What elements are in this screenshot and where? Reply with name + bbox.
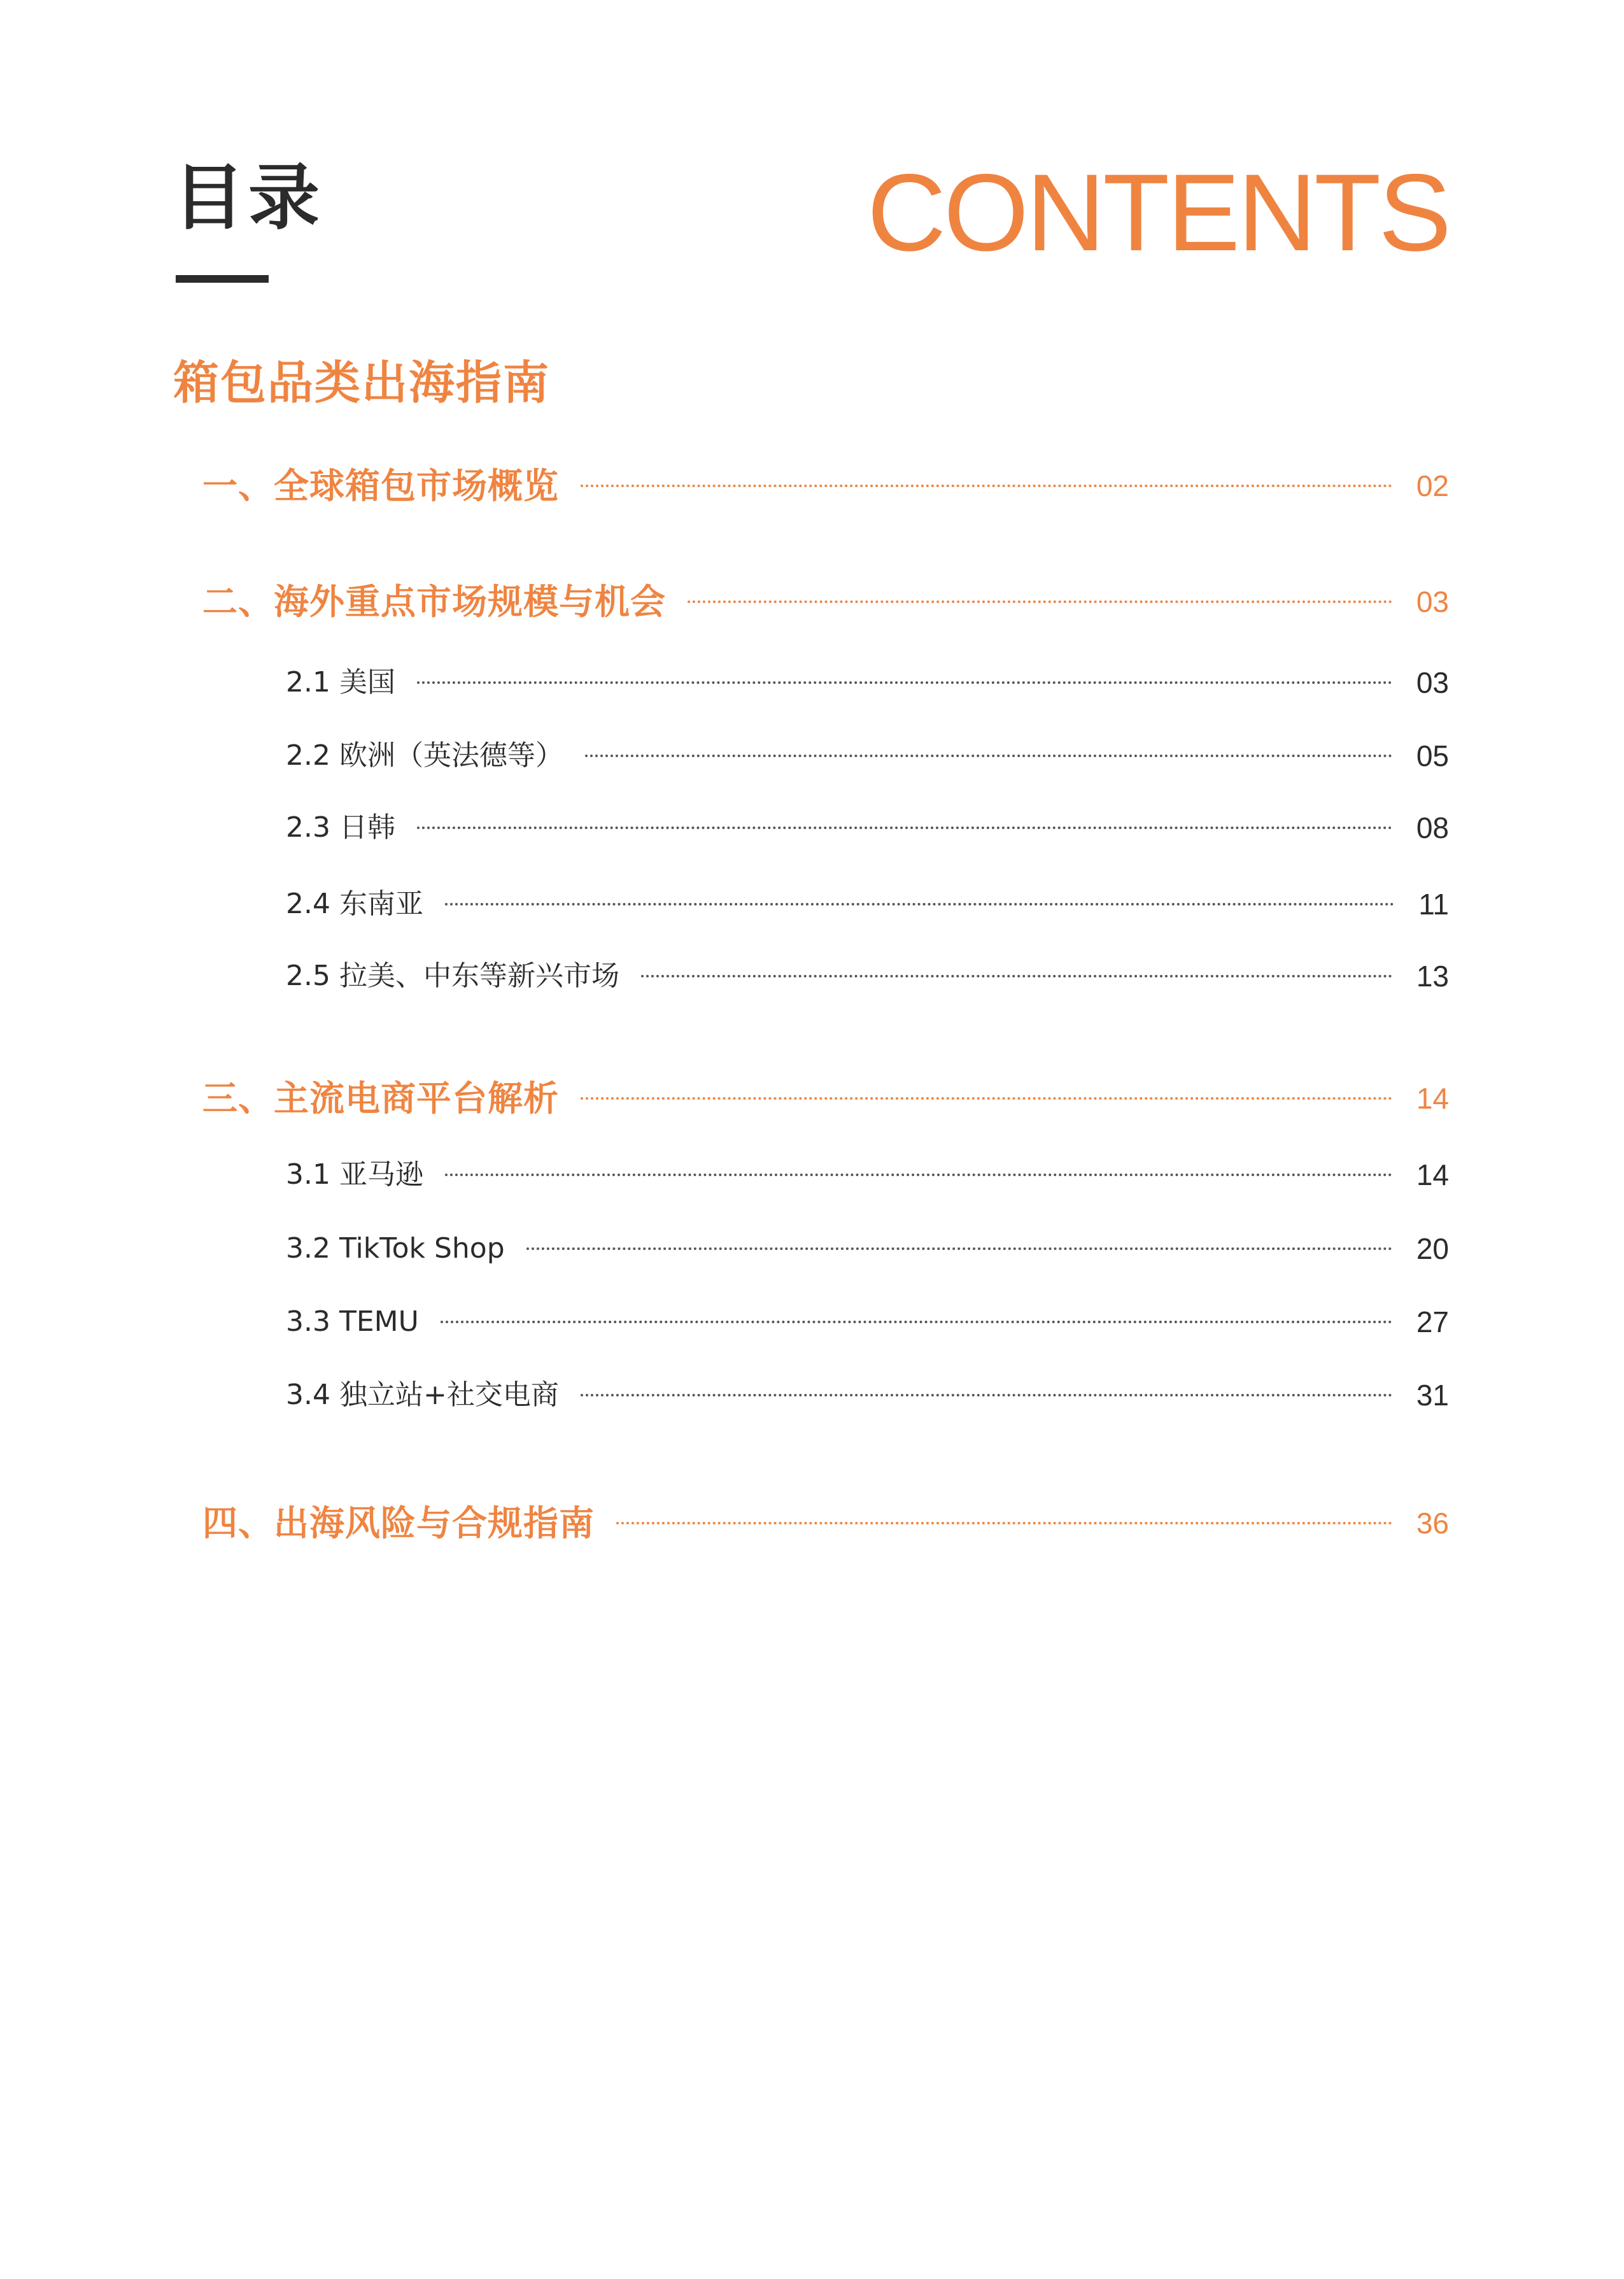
toc-entry-label: 2.1 美国 [286, 666, 395, 699]
dotted-leader [526, 1247, 1392, 1250]
toc-entry-label: 3.1 亚马逊 [286, 1158, 423, 1191]
toc-entry-section-4[interactable] [202, 1501, 1449, 1545]
toc-entry-section-3-3[interactable] [286, 1303, 1449, 1341]
toc-entry-section-2[interactable] [202, 579, 1449, 624]
toc-entry-label: 2.4 东南亚 [286, 888, 423, 920]
toc-entry-section-3-4[interactable] [286, 1376, 1449, 1414]
toc-entry-section-1[interactable] [202, 464, 1449, 508]
toc-entry-page-number: 11 [1418, 888, 1449, 921]
toc-entry-section-2-4[interactable] [286, 885, 1449, 923]
dotted-leader [616, 1522, 1392, 1524]
toc-entry-section-2-3[interactable] [286, 809, 1449, 847]
toc-entry-page-number: 36 [1416, 1507, 1449, 1540]
toc-entry-label: 2.5 拉美、中东等新兴市场 [286, 960, 619, 992]
dotted-leader [585, 755, 1392, 757]
toc-entry-section-2-5[interactable] [286, 957, 1449, 995]
toc-entry-label: 2.3 日韩 [286, 811, 395, 844]
toc-entry-page-number: 13 [1416, 960, 1449, 993]
toc-entry-label: 2.2 欧洲（英法德等） [286, 739, 563, 772]
dotted-leader [581, 485, 1392, 487]
toc-entry-page-number: 20 [1416, 1232, 1449, 1265]
toc-entry-page-number: 03 [1416, 585, 1449, 618]
toc-entry-page-number: 05 [1416, 739, 1449, 772]
toc-title-chinese: 目录 [173, 157, 323, 239]
toc-entry-section-3-2[interactable] [286, 1230, 1449, 1268]
dotted-leader [688, 600, 1392, 603]
title-underline-divider [176, 275, 269, 283]
toc-entry-label: 3.4 独立站+社交电商 [286, 1379, 559, 1411]
toc-entry-page-number: 02 [1416, 469, 1449, 502]
dotted-leader [417, 681, 1392, 684]
dotted-leader [581, 1097, 1392, 1100]
dotted-leader [441, 1321, 1392, 1323]
dotted-leader [581, 1394, 1392, 1396]
toc-entry-label: 二、海外重点市场规模与机会 [202, 581, 667, 622]
toc-entry-section-3[interactable] [202, 1076, 1449, 1121]
toc-entry-page-number: 03 [1416, 666, 1449, 699]
dotted-leader [445, 1174, 1392, 1176]
toc-entry-label: 3.3 TEMU [286, 1305, 419, 1338]
toc-entry-section-3-1[interactable] [286, 1156, 1449, 1194]
toc-entry-page-number: 14 [1416, 1158, 1449, 1191]
dotted-leader [641, 975, 1392, 977]
toc-entry-page-number: 27 [1416, 1305, 1449, 1338]
dotted-leader [417, 827, 1392, 829]
toc-entry-page-number: 08 [1416, 811, 1449, 844]
toc-entry-label: 3.2 TikTok Shop [286, 1232, 505, 1265]
toc-entry-page-number: 31 [1416, 1379, 1449, 1412]
toc-entry-section-2-1[interactable] [286, 664, 1449, 702]
toc-title-english: CONTENTS [867, 152, 1449, 274]
toc-entry-page-number: 14 [1416, 1082, 1449, 1115]
toc-entry-label: 三、主流电商平台解析 [202, 1077, 560, 1119]
guide-title: 箱包品类出海指南 [173, 356, 551, 409]
toc-entry-label: 四、出海风险与合规指南 [202, 1502, 595, 1544]
toc-entry-section-2-2[interactable] [286, 737, 1449, 775]
dotted-leader [445, 903, 1394, 905]
toc-entry-label: 一、全球箱包市场概览 [202, 465, 560, 506]
